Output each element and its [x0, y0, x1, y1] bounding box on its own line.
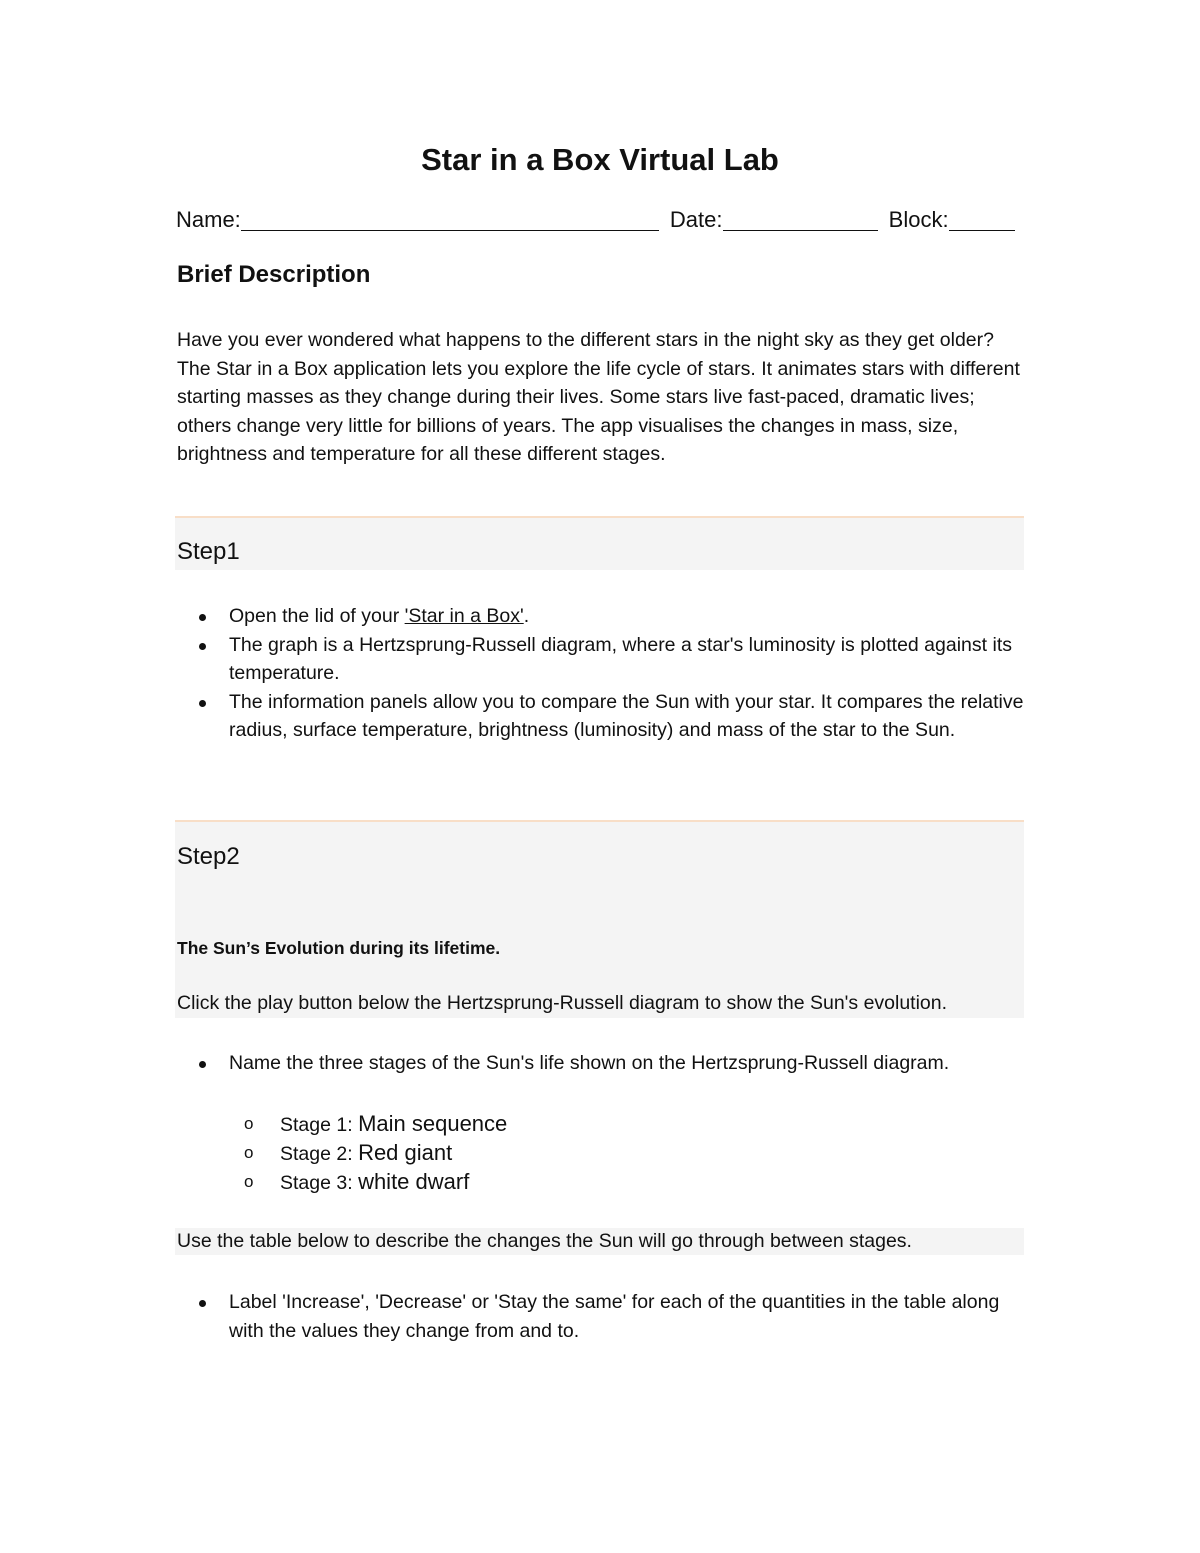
star-in-a-box-link[interactable]: 'Star in a Box' [404, 605, 524, 627]
list-item [177, 1139, 1027, 1168]
step1-header-box [175, 516, 1024, 570]
bullet-text: The graph is a Hertzsprung-Russell diagram, where a star's luminosity is plotted against its temperature. [229, 633, 1012, 684]
stage-label: Stage 1: [280, 1114, 359, 1136]
name-label: Name: [176, 207, 241, 232]
stage-answer[interactable]: Main sequence [358, 1111, 508, 1136]
bullet-icon [199, 643, 206, 650]
step2-title: Step2 [177, 843, 240, 870]
date-label: Date: [669, 207, 723, 232]
list-item [177, 1168, 1027, 1197]
bullet-icon [199, 700, 206, 707]
brief-description-heading: Brief Description [177, 261, 371, 288]
block-field[interactable] [949, 204, 1015, 231]
table-instruction: Use the table below to describe the changes the Sun will go through between stages. [177, 1230, 912, 1252]
bullet-text: The information panels allow you to compare the Sun with your star. It compares the relative radius, surface temperature, brightness (luminosity) and mass of the star to the Sun. [229, 690, 1024, 741]
date-field[interactable] [723, 204, 878, 231]
bullet-icon [199, 1300, 206, 1307]
list-item [177, 631, 1027, 688]
block-label: Block: [888, 207, 949, 232]
stage-answer[interactable]: white dwarf [358, 1169, 470, 1194]
bullet-text-suffix: . [523, 605, 530, 627]
bullet-text: Label 'Increase', 'Decrease' or 'Stay the same' for each of the quantities in the table along with the values they change from and to. [229, 1291, 1000, 1342]
list-item [177, 688, 1027, 745]
name-field[interactable] [241, 204, 659, 231]
list-item [177, 602, 1027, 631]
step2-instruction: Click the play button below the Hertzsprung-Russell diagram to show the Sun's evolution. [177, 992, 948, 1014]
student-info-line [176, 203, 1026, 237]
stage-label: Stage 2: [280, 1143, 359, 1165]
bullet-text: Name the three stages of the Sun's life shown on the Hertzsprung-Russell diagram. [229, 1052, 950, 1074]
stage-label: Stage 3: [280, 1172, 359, 1194]
brief-description-text: Have you ever wondered what happens to the different stars in the night sky as they get older? The Star in a Box application lets you explore the life cycle of stars. It animates stars with different starting masses as they change during their lives. Some stars live fast-paced, dramatic lives; others change very little for billions of years. The app visualises the changes in mass, size, brightness and temperature for all these different stages. [177, 329, 1020, 465]
bullet-icon [199, 614, 206, 621]
stages-bullet [177, 1049, 1027, 1078]
label-bullet [177, 1288, 1027, 1345]
list-item [177, 1288, 1027, 1345]
step2-subheading: The Sun’s Evolution during its lifetime. [177, 938, 501, 958]
step1-title: Step1 [177, 538, 240, 565]
stage-answer[interactable]: Red giant [358, 1140, 453, 1165]
list-item [177, 1110, 1027, 1139]
list-item [177, 1049, 1027, 1078]
circle-bullet-icon: o [244, 1114, 254, 1133]
step1-list [177, 602, 1027, 745]
bullet-icon [199, 1061, 206, 1068]
stages-list [177, 1110, 1027, 1197]
circle-bullet-icon: o [244, 1143, 254, 1162]
bullet-text: Open the lid of your [229, 605, 405, 627]
circle-bullet-icon: o [244, 1172, 254, 1191]
page-title: Star in a Box Virtual Lab [421, 142, 779, 177]
